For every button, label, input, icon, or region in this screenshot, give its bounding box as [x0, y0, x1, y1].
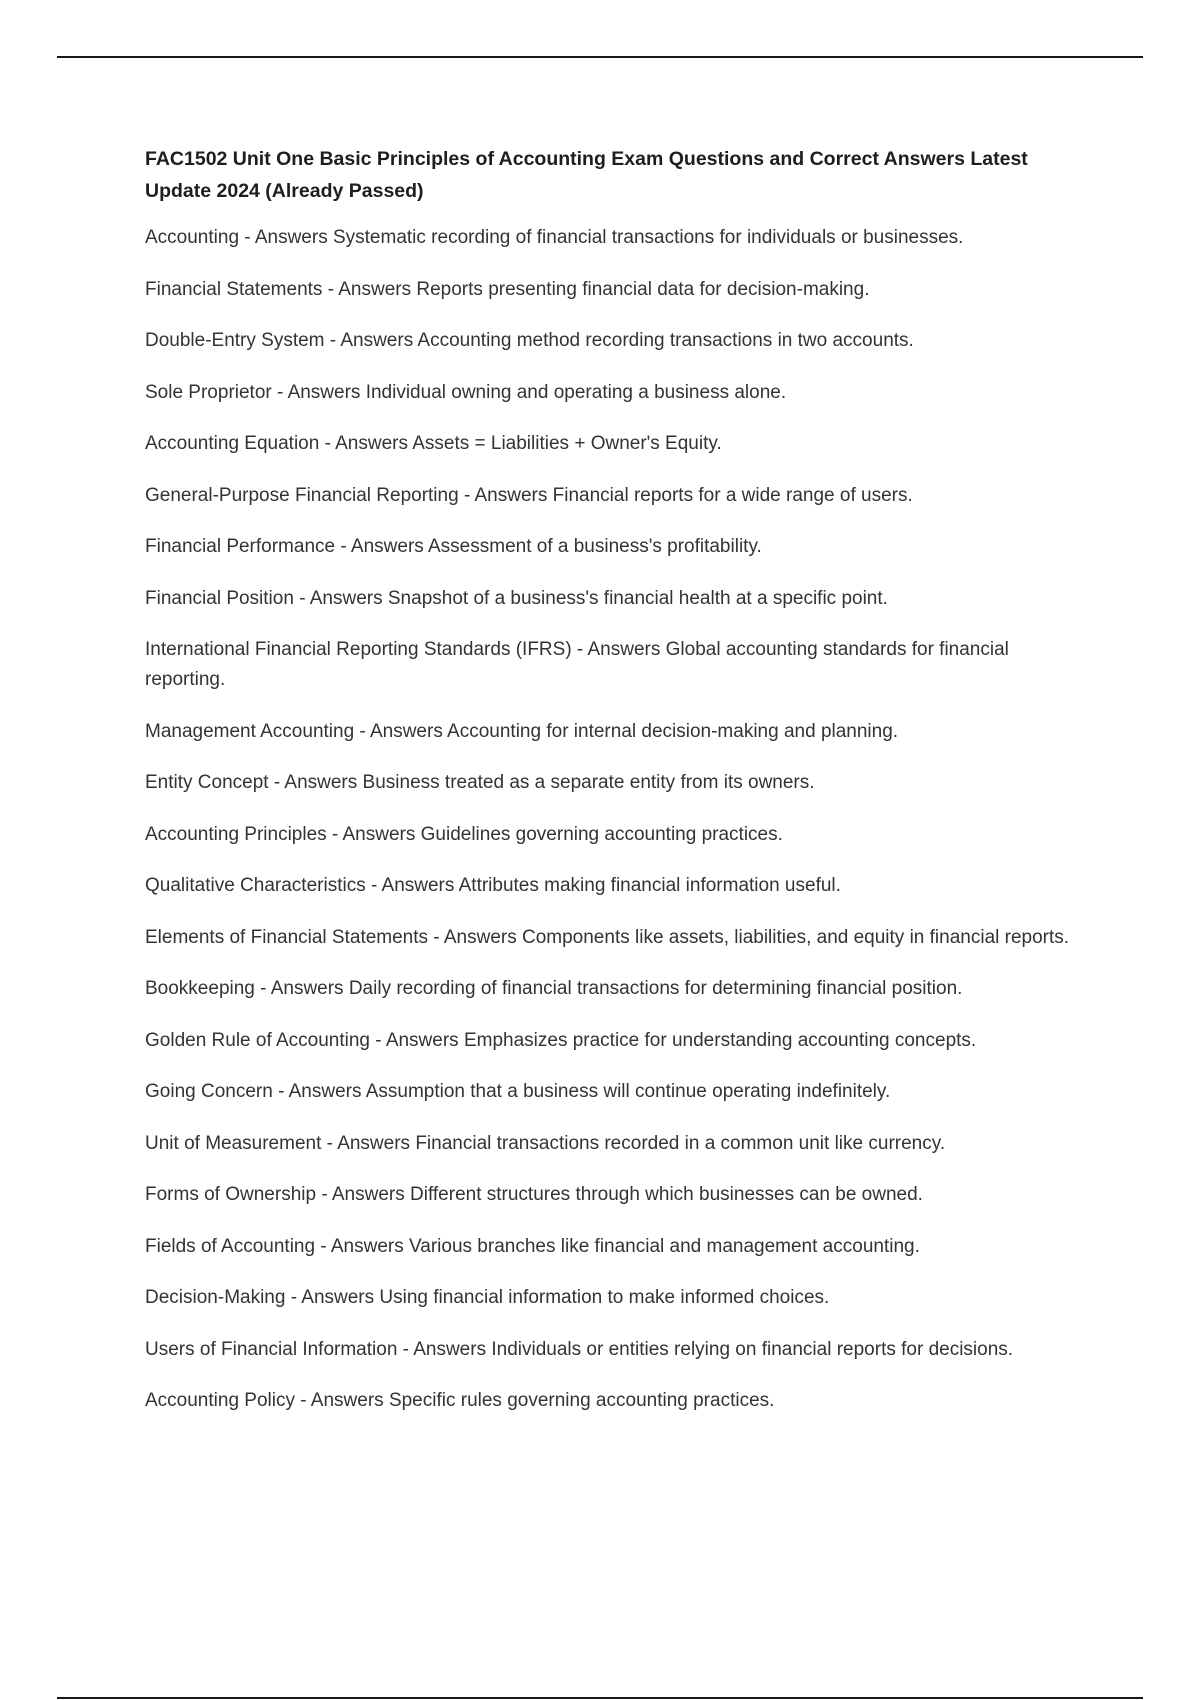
document-body [145, 143, 1085, 1438]
qa-item: Management Accounting - Answers Accounting for internal decision-making and planning. [145, 720, 899, 742]
qa-item: Bookkeeping - Answers Daily recording of financial transactions for determining financial position. [145, 978, 963, 999]
qa-item: Going Concern - Answers Assumption that a business will continue operating indefinitely. [145, 1081, 891, 1102]
qa-item: Users of Financial Information - Answers Individuals or entities relying on financial reports for decisions. [145, 1338, 1014, 1360]
qa-item: Elements of Financial Statements - Answers Components like assets, liabilities, and equity in financial reports. [145, 926, 1070, 948]
header-rule [57, 56, 1143, 58]
qa-item: General-Purpose Financial Reporting - Answers Financial reports for a wide range of users. [145, 484, 913, 506]
qa-item: Sole Proprietor - Answers Individual owning and operating a business alone. [145, 381, 787, 403]
qa-item: Accounting - Answers Systematic recording of financial transactions for individuals or businesses. [145, 227, 964, 248]
qa-item: Decision-Making - Answers Using financial information to make informed choices. [145, 1287, 830, 1308]
qa-item: Forms of Ownership - Answers Different structures through which businesses can be owned. [145, 1184, 923, 1205]
qa-list [145, 223, 1085, 1416]
footer-rule [57, 1697, 1143, 1699]
qa-item: Golden Rule of Accounting - Answers Emphasizes practice for understanding accounting concepts. [145, 1029, 977, 1051]
qa-item: Entity Concept - Answers Business treated as a separate entity from its owners. [145, 772, 815, 793]
qa-item: Financial Position - Answers Snapshot of a business's financial health at a specific point. [145, 587, 888, 609]
qa-item: Accounting Equation - Answers Assets = Liabilities + Owner's Equity. [145, 433, 722, 454]
qa-item: Unit of Measurement - Answers Financial transactions recorded in a common unit like currency. [145, 1132, 946, 1154]
document-title: FAC1502 Unit One Basic Principles of Accounting Exam Questions and Correct Answers Latest Update 2024 (Already Passed) [145, 148, 1028, 202]
qa-item: Financial Statements - Answers Reports presenting financial data for decision-making. [145, 278, 870, 300]
qa-item: Accounting Principles - Answers Guidelines governing accounting practices. [145, 823, 783, 845]
qa-item: Financial Performance - Answers Assessment of a business's profitability. [145, 536, 762, 557]
qa-item: Double-Entry System - Answers Accounting method recording transactions in two accounts. [145, 330, 914, 351]
qa-item: Qualitative Characteristics - Answers Attributes making financial information useful. [145, 875, 841, 896]
qa-item: Fields of Accounting - Answers Various branches like financial and management accounting. [145, 1235, 920, 1257]
qa-item: Accounting Policy - Answers Specific rules governing accounting practices. [145, 1390, 775, 1411]
qa-item: International Financial Reporting Standards (IFRS) - Answers Global accounting standards for financial reporting. [145, 639, 1009, 690]
